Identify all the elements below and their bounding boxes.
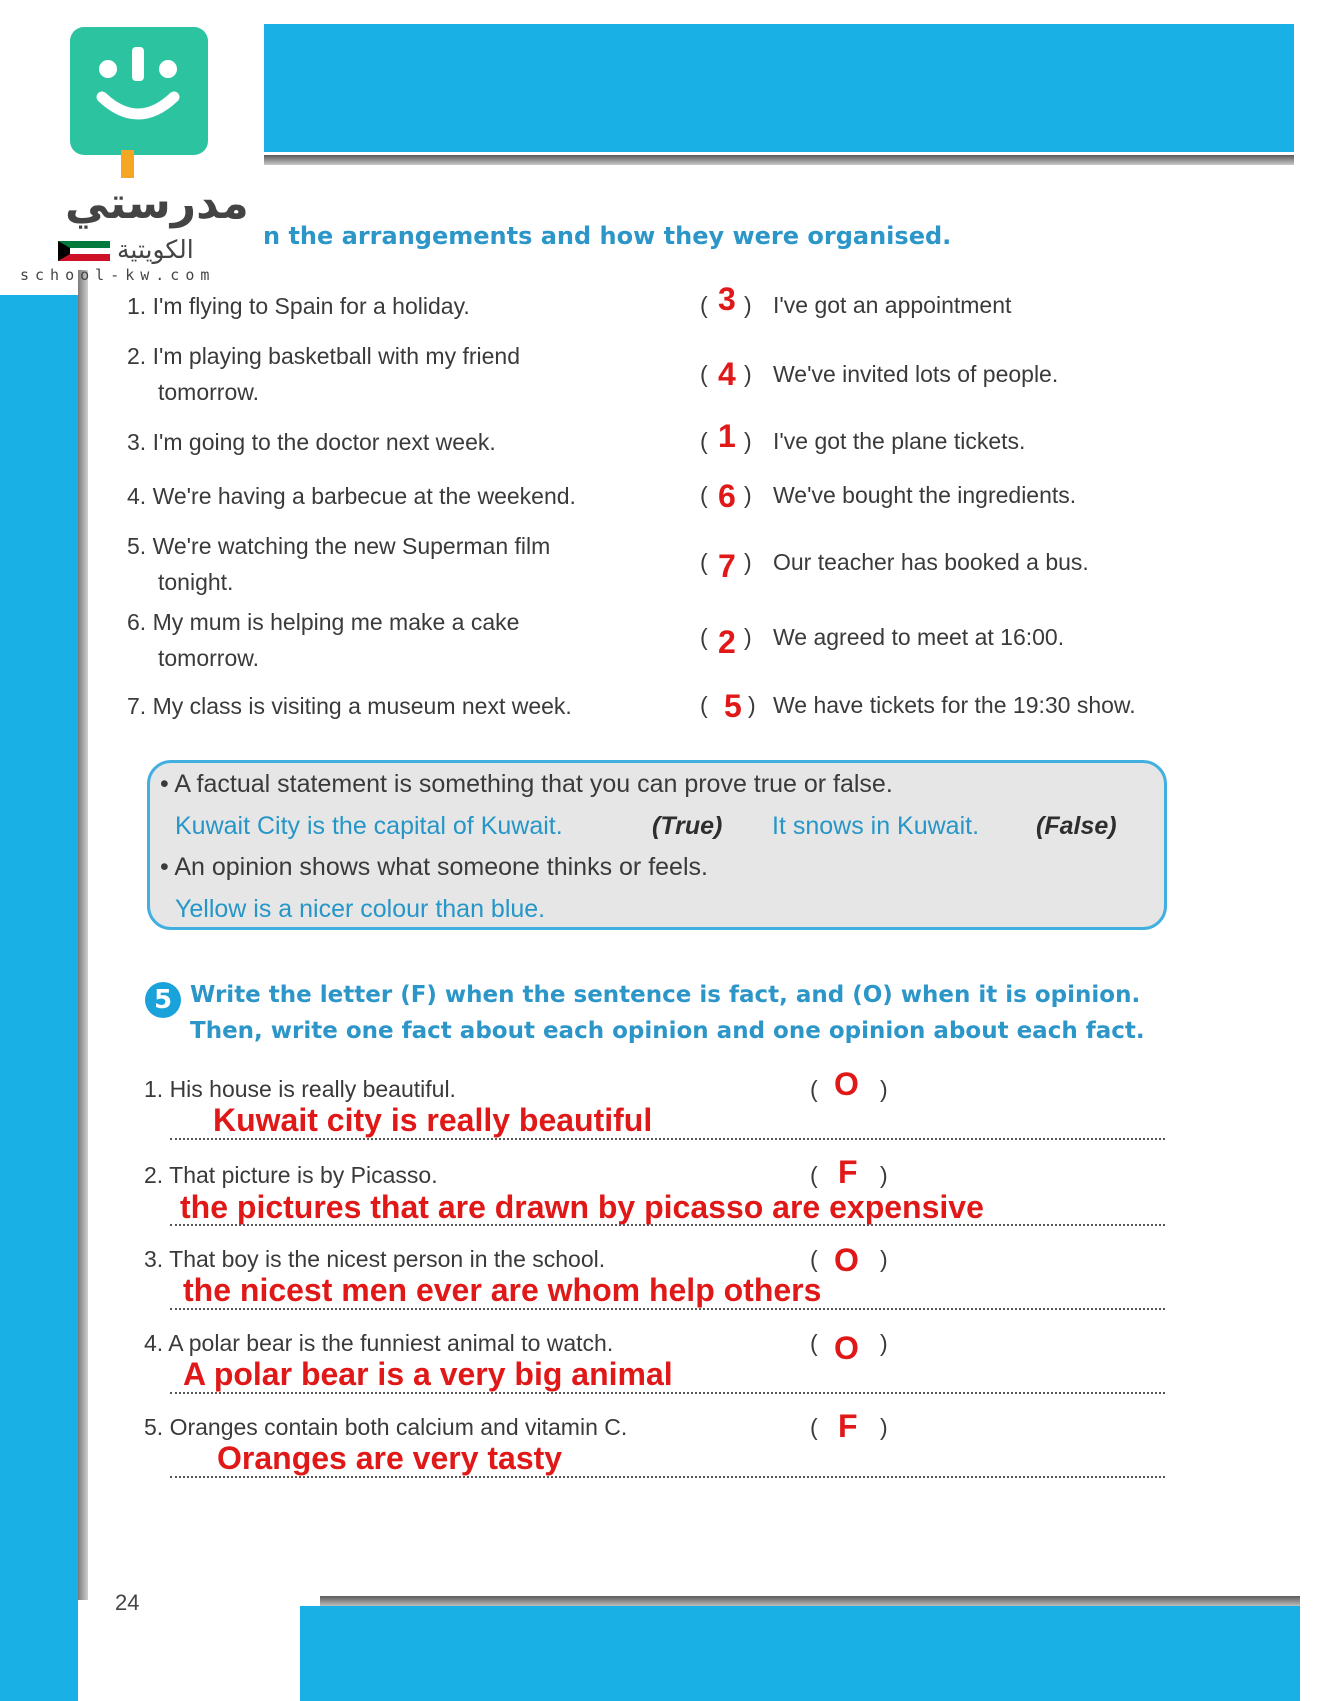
fact-opinion-sentence-5: 5. Oranges contain both calcium and vitamin C.: [144, 1414, 628, 1440]
answer-line-2: [170, 1224, 1165, 1226]
match-option-6: We agreed to meet at 16:00.: [773, 624, 1065, 650]
paren-close: ): [880, 1076, 888, 1102]
paren-open: (: [810, 1330, 818, 1356]
fact-opinion-answer-1: O: [834, 1066, 859, 1102]
match-item-5-cont: tonight.: [158, 569, 234, 595]
fact-opinion-answer-2: F: [838, 1154, 858, 1190]
fact-opinion-answer-4: O: [834, 1330, 859, 1366]
paren-close: ): [880, 1162, 888, 1188]
match-option-2: We've invited lots of people.: [773, 361, 1059, 387]
paren-open: (: [700, 482, 708, 508]
fact-opinion-sentence-2: 2. That picture is by Picasso.: [144, 1162, 438, 1188]
logo-url: school-kw.com: [20, 266, 216, 284]
match-item-2-cont: tomorrow.: [158, 379, 259, 405]
match-answer-2: 4: [718, 356, 736, 392]
fact-opinion-sentence-4: 4. A polar bear is the funniest animal to watch.: [144, 1330, 614, 1356]
paren-open: (: [700, 692, 708, 718]
written-answer-5: Oranges are very tasty: [217, 1440, 563, 1476]
match-option-5: Our teacher has booked a bus.: [773, 549, 1089, 575]
paren-open: (: [700, 428, 708, 454]
section4-heading: n the arrangements and how they were organised.: [263, 222, 952, 250]
match-answer-1: 3: [718, 281, 736, 317]
match-item-1: 1. I'm flying to Spain for a holiday.: [127, 293, 470, 319]
written-answer-3: the nicest men ever are whom help others: [183, 1272, 822, 1308]
paren-close: ): [748, 692, 756, 718]
top-rule: [264, 155, 1294, 165]
match-option-7: We have tickets for the 19:30 show.: [773, 692, 1136, 718]
paren-close: ): [744, 624, 752, 650]
logo-tab: [121, 150, 134, 178]
tip-example-2-tag: (False): [1036, 812, 1117, 840]
match-option-1: I've got an appointment: [773, 292, 1012, 318]
top-banner: [264, 24, 1294, 152]
logo-subtitle: الكويتية: [117, 235, 194, 264]
match-answer-7: 5: [724, 688, 742, 724]
tip-example-1-tag: (True): [652, 812, 723, 840]
answer-line-1: [170, 1138, 1165, 1140]
fact-opinion-sentence-3: 3. That boy is the nicest person in the school.: [144, 1246, 606, 1272]
written-answer-4: A polar bear is a very big animal: [183, 1356, 673, 1392]
paren-close: ): [744, 292, 752, 318]
match-option-3: I've got the plane tickets.: [773, 428, 1026, 454]
tip-example-3: Yellow is a nicer colour than blue.: [175, 895, 546, 923]
match-answer-4: 6: [718, 478, 736, 514]
page-number: 24: [115, 1590, 140, 1615]
kuwait-flag-icon: [58, 241, 110, 261]
written-answer-2: the pictures that are drawn by picasso are expensive: [180, 1189, 984, 1225]
answer-line-5: [170, 1476, 1165, 1478]
tip-example-2: It snows in Kuwait.: [772, 812, 980, 840]
left-band: [0, 295, 78, 1701]
bottom-rule: [320, 1596, 1300, 1606]
paren-open: (: [810, 1076, 818, 1102]
exercise-number-badge: 5: [145, 982, 181, 1018]
paren-open: (: [700, 549, 708, 575]
match-answer-5: 7: [718, 548, 736, 584]
answer-line-4: [170, 1392, 1165, 1394]
match-item-6-cont: tomorrow.: [158, 645, 259, 671]
paren-open: (: [810, 1246, 818, 1272]
bottom-band: [300, 1606, 1300, 1701]
match-option-4: We've bought the ingredients.: [773, 482, 1077, 508]
section5-instruction-2: Then, write one fact about each opinion and one opinion about each fact.: [190, 1018, 1145, 1044]
paren-close: ): [744, 428, 752, 454]
fact-opinion-answer-5: F: [838, 1408, 858, 1444]
paren-close: ): [880, 1330, 888, 1356]
match-item-6: 6. My mum is helping me make a cake: [127, 609, 520, 635]
tip-example-1: Kuwait City is the capital of Kuwait.: [175, 812, 563, 840]
paren-open: (: [810, 1414, 818, 1440]
paren-close: ): [744, 482, 752, 508]
paren-open: (: [810, 1162, 818, 1188]
paren-close: ): [744, 361, 752, 387]
match-item-5: 5. We're watching the new Superman film: [127, 533, 551, 559]
match-item-7: 7. My class is visiting a museum next week.: [127, 693, 572, 719]
written-answer-1: Kuwait city is really beautiful: [213, 1102, 653, 1138]
match-answer-6: 2: [718, 624, 736, 660]
logo-name: مدرستي: [65, 178, 249, 229]
match-item-2: 2. I'm playing basketball with my friend: [127, 343, 521, 369]
fact-opinion-sentence-1: 1. His house is really beautiful.: [144, 1076, 456, 1102]
paren-open: (: [700, 292, 708, 318]
section5-instruction-1: Write the letter (F) when the sentence is fact, and (O) when it is opinion.: [190, 982, 1141, 1008]
paren-open: (: [700, 361, 708, 387]
paren-open: (: [700, 624, 708, 650]
match-item-3: 3. I'm going to the doctor next week.: [127, 429, 496, 455]
tip-opinion-definition: • An opinion shows what someone thinks or feels.: [160, 853, 708, 881]
match-item-4: 4. We're having a barbecue at the weekend.: [127, 483, 576, 509]
paren-close: ): [744, 549, 752, 575]
fact-opinion-answer-3: O: [834, 1242, 859, 1278]
paren-close: ): [880, 1246, 888, 1272]
answer-line-3: [170, 1308, 1165, 1310]
paren-close: ): [880, 1414, 888, 1440]
match-answer-3: 1: [718, 418, 736, 454]
page-edge: [78, 270, 88, 1600]
logo-face-icon: [70, 27, 208, 155]
tip-fact-definition: • A factual statement is something that you can prove true or false.: [160, 770, 893, 798]
